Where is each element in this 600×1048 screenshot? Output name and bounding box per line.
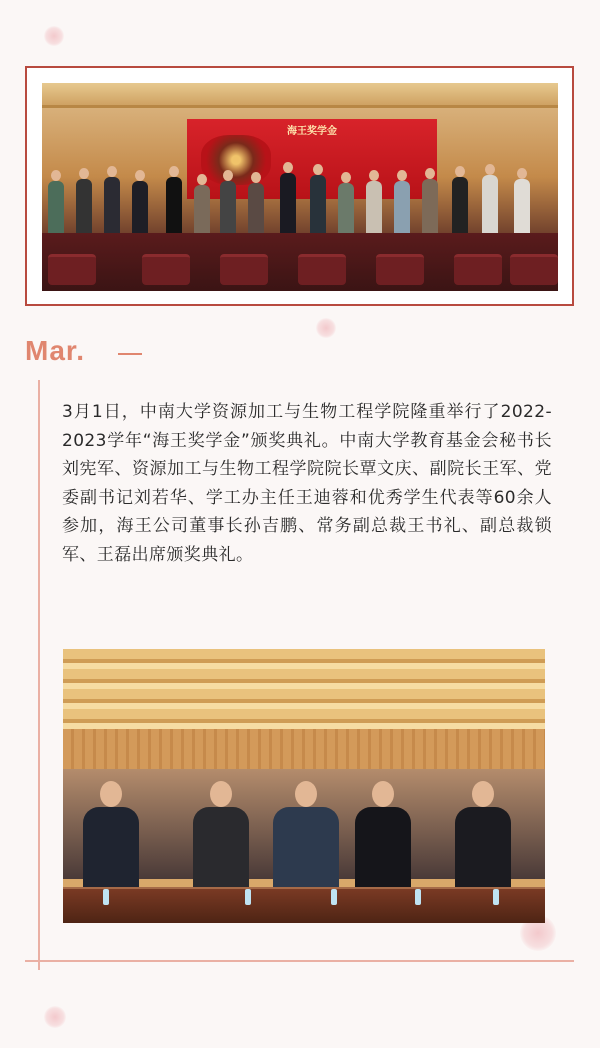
ceremony-audience-photo — [63, 649, 545, 923]
heading-dash — [118, 353, 142, 355]
decorative-vertical-line — [38, 380, 40, 970]
auditorium-seats — [42, 233, 558, 291]
front-table — [63, 887, 545, 923]
petal-decoration — [44, 1006, 66, 1028]
petal-decoration — [44, 26, 64, 46]
banner-title: 海王奖学金 — [287, 126, 337, 137]
petal-decoration — [316, 318, 336, 338]
month-heading: Mar. — [25, 335, 86, 366]
ceiling — [63, 649, 545, 729]
article-paragraph: 3月1日，中南大学资源加工与生物工程学院隆重举行了2022-2023学年“海王奖学金”颁奖典礼。中南大学教育基金会秘书长刘宪军、资源加工与生物工程学院院长覃文庆、副院长王军、党委副书记刘若华、学工办主任王迪蓉和优秀学生代表等60余人参加，海王公司董事长孙吉鹏、常务副总裁王书礼、副总裁锁军、王磊出席颁奖典礼。 — [62, 402, 552, 565]
group-of-people — [42, 163, 558, 233]
decorative-horizontal-line — [25, 960, 574, 962]
award-ceremony-group-photo — [42, 83, 558, 291]
ceiling — [42, 83, 558, 108]
